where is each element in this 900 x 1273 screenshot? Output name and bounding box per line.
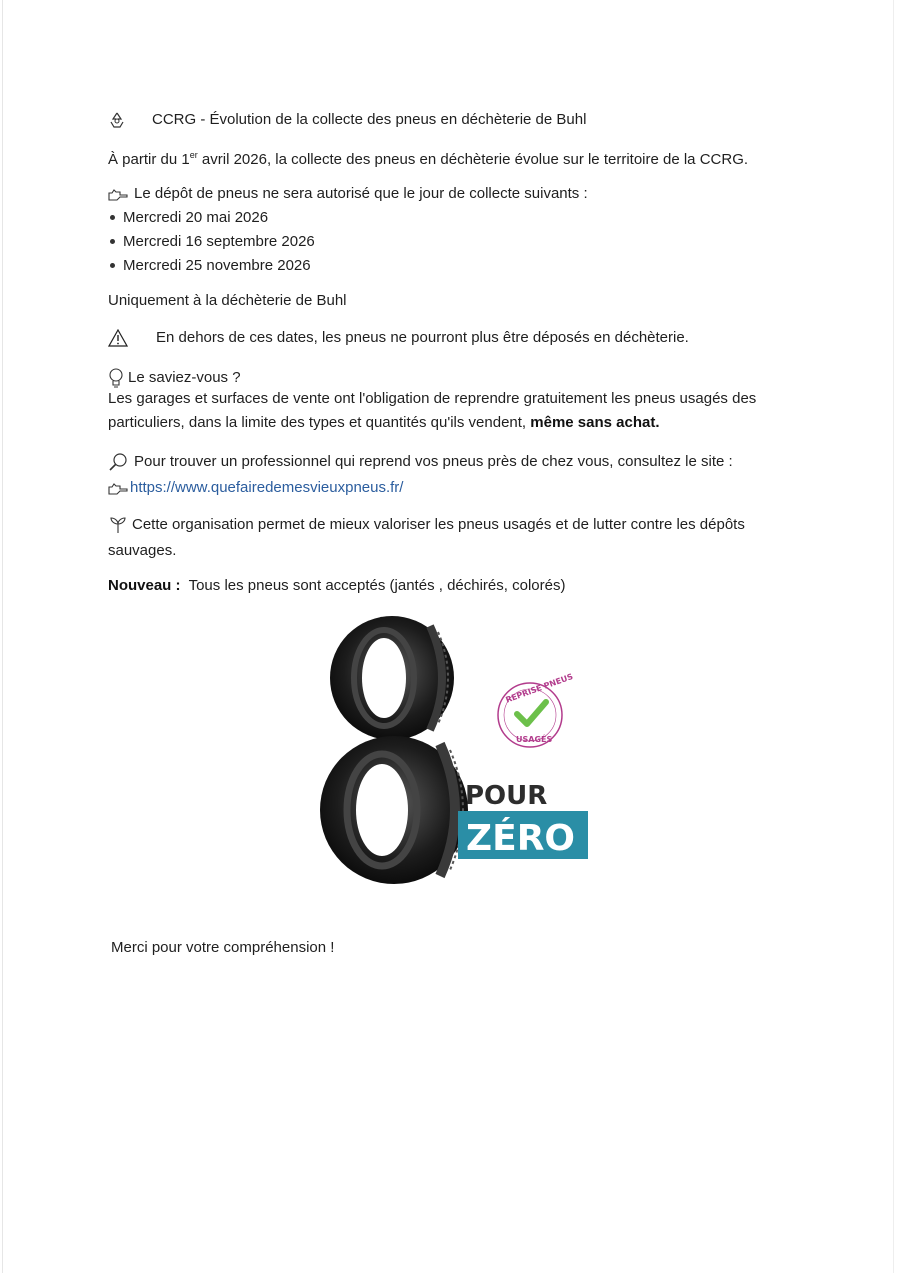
intro-superscript: er <box>189 150 198 160</box>
benefit-text: Cette organisation permet de mieux valoriser les pneus usagés et de lutter contre les dépôts <box>132 516 745 533</box>
warning-icon <box>108 329 128 347</box>
caption-pour: POUR <box>465 781 548 811</box>
recycle-icon <box>108 111 126 129</box>
website-link[interactable]: https://www.quefairedemesvieuxpneus.fr/ <box>130 479 404 496</box>
benefit-line-2: sauvages. <box>108 542 177 559</box>
pointing-hand-icon <box>108 187 128 201</box>
link-line <box>108 478 403 497</box>
stamp-top-text: REPRISE PNEUS <box>504 671 575 705</box>
caption-zero: ZÉRO <box>466 818 576 859</box>
closing-line: Merci pour votre compréhension ! <box>111 939 335 956</box>
page-title: CCRG - Évolution de la collecte des pneus en déchèterie de Buhl <box>152 111 587 128</box>
seedling-icon <box>108 516 128 534</box>
magnifier-icon <box>108 452 128 472</box>
tyre-illustration-svg <box>320 612 592 900</box>
new-text: Tous les pneus sont acceptés (jantés , déchirés, colorés) <box>188 577 566 594</box>
list-item <box>108 256 311 275</box>
info-heading-line <box>108 368 241 388</box>
warning-text: En dehors de ces dates, les pneus ne pourront plus être déposés en déchèterie. <box>156 329 689 346</box>
benefit-line <box>108 515 745 534</box>
intro-line <box>108 146 748 169</box>
date-item: Mercredi 16 septembre 2026 <box>123 233 315 250</box>
info-emphasis: même sans achat. <box>530 414 660 431</box>
dates-heading-line <box>108 184 588 203</box>
date-item: Mercredi 20 mai 2026 <box>123 209 269 226</box>
reprise-stamp <box>498 672 574 747</box>
search-line <box>108 452 733 472</box>
intro-text: À partir du 1 <box>108 151 190 168</box>
page-edge <box>893 0 894 1273</box>
tyre-lower <box>320 736 468 884</box>
new-label: Nouveau : <box>108 577 181 594</box>
tyre-upper <box>330 616 454 740</box>
info-line: Les garages et surfaces de vente ont l'obligation de reprendre gratuitement les pneus usagés des <box>108 390 757 407</box>
info-text: particuliers, dans la limite des types et quantités qu'ils vendent, <box>108 414 531 431</box>
location-line: Uniquement à la déchèterie de Buhl <box>108 292 347 309</box>
info-line <box>108 413 660 432</box>
date-item: Mercredi 25 novembre 2026 <box>123 257 311 274</box>
tyre-illustration <box>320 612 592 900</box>
page-edge <box>2 0 3 1273</box>
search-text: Pour trouver un professionnel qui reprend vos pneus près de chez vous, consultez le site : <box>134 453 733 470</box>
list-item <box>108 232 315 251</box>
stamp-bottom-text: USAGÉS <box>516 735 553 744</box>
pointing-hand-icon <box>108 481 128 495</box>
intro-text-rest: avril 2026, la collecte des pneus en déchèterie évolue sur le territoire de la CCRG. <box>197 151 749 168</box>
lightbulb-icon <box>108 368 124 388</box>
warning-line <box>108 328 689 347</box>
info-heading: Le saviez-vous ? <box>128 369 241 386</box>
list-item <box>108 208 268 227</box>
new-line <box>108 576 565 595</box>
title-line <box>108 110 586 129</box>
dates-heading: Le dépôt de pneus ne sera autorisé que le jour de collecte suivants : <box>134 185 588 202</box>
